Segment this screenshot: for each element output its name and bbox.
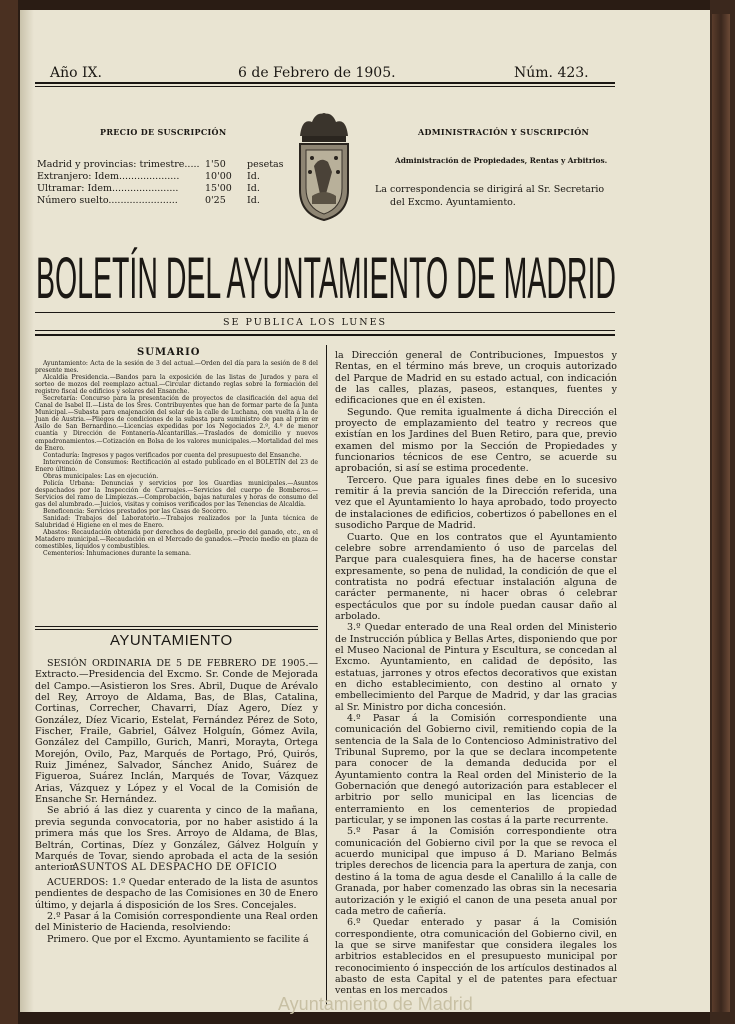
administration-subtitle: Administración de Propiedades, Rentas y Arbitrios. xyxy=(395,156,608,165)
sumario-item: Secretaría: Concurso para la presentación de proyectos de clasificación del agua del Canal de Isabel II.—Lista de los Sres. Contribuyentes que han de formar parte de la Junta Municipal.—Subasta para enajenación del solar de la calle de Luchana, con vuelta á la de Juan de Austria.—Pliegos de condiciones de la subasta para suministro de pan al prim er Asilo de San Bernardino.—Licencias expedidas por los Negociados 2.º, 4.º de menor cuantía y Dirección de Fontanería-Alcantarillas.—Traslados de domicilio y nuevos empadronamientos.—Cotización en Bolsa de los valores municipales.—Mortalidad del mes de Enero. xyxy=(35,395,318,452)
sumario-item: Intervención de Consumos: Rectificación al estado publicado en el BOLETÍN del 23 de Enero último. xyxy=(35,458,318,473)
right-column-text xyxy=(335,350,617,1006)
sumario-item: Abastos: Recaudación obtenida por derechos de degüello, precio del ganado, etc., en el Matadero municipal.—Recaudación en el Mercado de ganados.—Precio medio en plaza de comestibles, líquidos y combustibles. xyxy=(35,529,318,551)
header-rule-thick xyxy=(35,82,615,84)
price-label: Número suelto....................... xyxy=(37,195,178,206)
price-label: Madrid y provincias: trimestre..... xyxy=(37,159,200,170)
body-paragraph: la Dirección general de Contribuciones, Impuestos y Rentas, en el término más breve, un croquis autorizado del Parque de Madrid en su estado actual, con indicación de las calles, plazas, paseos, estanques, fuentes y edificaciones que en él existen. xyxy=(335,350,617,407)
sumario-item: Policía Urbana: Denuncias y servicios por los Guardias municipales.—Asuntos despachados por la Inspección de Carruajes.—Servicios del cuerpo de Bomberos.—Servicios del ramo de Limpiezas.—Comprobación, bajas naturales y horas de consumo del gas del alumbrado.—Juicios, visitas y comisos verificados por las Tenencias de Alcaldía. xyxy=(35,479,318,508)
price-unit: Id. xyxy=(247,195,260,206)
column-divider xyxy=(326,345,327,1005)
newspaper-page xyxy=(20,10,710,1012)
masthead-rule-mid xyxy=(35,330,615,331)
asunto-paragraph: Primero. Que por el Excmo. Ayuntamiento se facilite á xyxy=(47,933,309,945)
price-label: Ultramar: Idem...................... xyxy=(37,183,179,194)
masthead-rule-bottom xyxy=(35,334,615,336)
body-paragraph: Segundo. Que remita igualmente á dicha Dirección el proyecto de emplazamiento del teatro y recreos que existían en los Jardines del Buen Retiro, para que, previo examen del mismo por la Sección de Propiedades y funcionarios técnicos de ese Centro, se acuerde su aprobación, si así se estima procedente. xyxy=(335,406,617,475)
issue-year: Año IX. xyxy=(50,65,102,81)
masthead xyxy=(36,246,618,311)
correspondence-note-line2: del Excmo. Ayuntamiento. xyxy=(390,197,516,208)
sumario-item: Contaduría: Ingresos y pagos verificados por cuenta del presupuesto del Ensanche. xyxy=(43,451,302,459)
administration-title: ADMINISTRACIÓN Y SUSCRIPCIÓN xyxy=(418,127,590,137)
asuntos-heading: ASUNTOS AL DESPACHO DE OFICIO xyxy=(72,862,278,873)
price-value: 1'50 xyxy=(205,159,226,170)
body-paragraph: Cuarto. Que en los contratos que el Ayuntamiento celebre sobre arrendamiento ó uso de parcelas del Parque para cualesquiera fines, ha de hacerse constar expresamente, so pena de nulidad, la condición de que el contratista no podrá efectuar instalación alguna de carácter permanente, ni hacer obras ó celebrar espectáculos que por su índole puedan causar daño al arbolado. xyxy=(335,531,617,622)
price-value: 15'00 xyxy=(205,183,232,194)
archive-watermark: Ayuntamiento de Madrid xyxy=(278,994,473,1014)
sumario-item: Alcaldía Presidencia.—Bandos para la exposición de las listas de Jurados y para el sorteo de mozos del reemplazo actual.—Circular dictando reglas sobre la formación del registro fiscal de edificios y solares del Ensanche. xyxy=(35,374,318,396)
body-paragraph: 5.º Pasar á la Comisión correspondiente otra comunicación del Gobierno civil por la que se revoca el acuerdo municipal que impuso á D. Mariano Belmás triples derechos de licencia para la apertura de zanja, con destino á la toma de agua desde el Canalillo á la calle de Granada, por haber comenzado las obras sin la necesaria autorización y le exigió el canon de una peseta anual por cada metro de cañería. xyxy=(335,826,617,917)
correspondence-note-line1: La correspondencia se dirigirá al Sr. Secretario xyxy=(375,184,605,195)
price-unit: Id. xyxy=(247,171,260,182)
sumario-item: Ayuntamiento: Acta de la sesión de 3 del actual.—Orden del día para la sesión de 8 del presente mes. xyxy=(35,360,318,375)
sumario-item: Cementerios: Inhumaciones durante la semana. xyxy=(43,550,191,558)
issue-date: 6 de Febrero de 1905. xyxy=(238,65,396,81)
masthead-title: BOLETÍN DEL AYUNTAMIENTO DE MADRID xyxy=(36,246,616,311)
masthead-rule-top xyxy=(35,312,615,313)
ayuntamiento-heading: AYUNTAMIENTO xyxy=(110,632,233,649)
header-rule-thin xyxy=(35,86,615,87)
madrid-coat-of-arms-emblem xyxy=(292,110,356,222)
price-label: Extranjero: Idem.................... xyxy=(37,171,180,182)
section-rule xyxy=(35,629,318,630)
sumario-item: Obras municipales: Las en ejecución. xyxy=(43,472,159,480)
sumario-heading: SUMARIO xyxy=(137,347,201,358)
body-paragraph: 4.º Pasar á la Comisión correspondiente una comunicación del Gobierno civil, remitiendo copia de la sentencia de la Sala de lo Contencioso Administrativo del Tribunal Supremo, por la que se declara incompetente para conocer de la demanda deducida por el Ayuntamiento contra la Real orden del Ministerio de la Gobernación que denegó autorización para establecer el arbitrio por sello municipal en las licencias de enterramiento en los cementerios de propiedad particular, y se imponen las costas á la parte recurrente. xyxy=(335,713,617,827)
session-paragraph: SESIÓN ORDINARIA DE 5 DE FEBRERO DE 1905.—Extracto.—Presidencia del Excmo. Sr. Conde de Mejorada del Campo.—Asistieron los Sres. Abril, Duque de Arévalo del Rey, Arroyo de Aldama, Bas, de Blas, Catalina, Cortinas, Correcher, Chavarri, Díaz Agero, Díez y González, Díez Vicario, Estelat, Fernández Pérez de Soto, Fischer, Fraile, Gabriel, Gálvez Holguín, Gómez Avila, González del Campillo, Gurich, Manri, Morayta, Ortega Morejón, Ovilo, Paz, Marqués de Portago, Pró, Quirós, Ruiz Jiménez, Salvador, Sánchez Anido, Suárez de Figueroa, Suárez Inclán, Marqués de Tovar, Vázquez Arias, Vázquez y López y el Vocal de la Comisión de Ensanche Sr. Hernández. xyxy=(35,658,318,806)
masthead-tagline: SE PUBLICA LOS LUNES xyxy=(223,317,388,328)
section-rule xyxy=(35,626,318,627)
sumario-item: Beneficencia: Servicios prestados por las Casas de Socorro. xyxy=(43,507,228,515)
subscription-title: PRECIO DE SUSCRIPCIÓN xyxy=(100,127,227,137)
body-paragraph: Tercero. Que para iguales fines debe en lo sucesivo remitir á la previa sanción de la Dirección referida, una vez que el Ayuntamiento lo haya aprobado, todo proyecto de instalaciones de edificios, cobertizos ó pabellones en el susodicho Parque de Madrid. xyxy=(335,474,617,532)
book-binding-edge xyxy=(712,14,730,1012)
issue-number: Núm. 423. xyxy=(514,65,589,81)
body-paragraph: 3.º Quedar enterado de una Real orden del Ministerio de Instrucción pública y Bellas Artes, disponiendo que por el Museo Nacional de Pintura y Escultura, se concedan al Excmo. Ayuntamiento, en calidad de depósito, las estatuas, jarrones y otros efectos decorativos que existan en dicho establecimiento, con destino al ornato y embellecimiento del Parque de Madrid, y dar las gracias al Sr. Ministro por dicha concesión. xyxy=(335,622,617,713)
asuntos-list xyxy=(35,877,318,1007)
price-value: 10'00 xyxy=(205,171,232,182)
price-unit: Id. xyxy=(247,183,260,194)
sumario-list xyxy=(35,360,318,622)
asunto-paragraph: ACUERDOS: 1.º Quedar enterado de la lista de asuntos pendientes de despacho de las Comisiones en 30 de Enero último, y dejarla á disposición de los Sres. Concejales. xyxy=(35,877,318,911)
price-unit: pesetas xyxy=(247,159,284,170)
price-value: 0'25 xyxy=(205,195,226,206)
page-gutter-shadow xyxy=(20,10,34,1012)
sumario-item: Sanidad: Trabajos del Laboratorio.—Trabajos realizados por la Junta técnica de Salubridad é Higiene en el mes de Enero. xyxy=(35,515,318,530)
asunto-paragraph: 2.º Pasar á la Comisión correspondiente una Real orden del Ministerio de Hacienda, resolviendo: xyxy=(35,911,318,934)
session-paragraph: Se abrió á las diez y cuarenta y cinco de la mañana, previa segunda convocatoria, por no haber asistido á la primera más que los Sres. Arroyo de Aldama, de Blas, Beltrán, Cortinas, Díez y González, Gálvez Holguín y Marqués de Tovar, siendo aprobada el acta de la sesión anterior. xyxy=(35,805,318,874)
body-paragraph: 6.º Quedar enterado y pasar á la Comisión correspondiente, otra comunicación del Gobierno civil, en la que se sirve manifestar que considera ilegales los arbitrios establecidos en el presupuesto municipal por reconocimiento ó inspección de los artículos destinados al abasto de esta Capital y el de patentes para efectuar ventas en los mercados xyxy=(335,917,617,997)
